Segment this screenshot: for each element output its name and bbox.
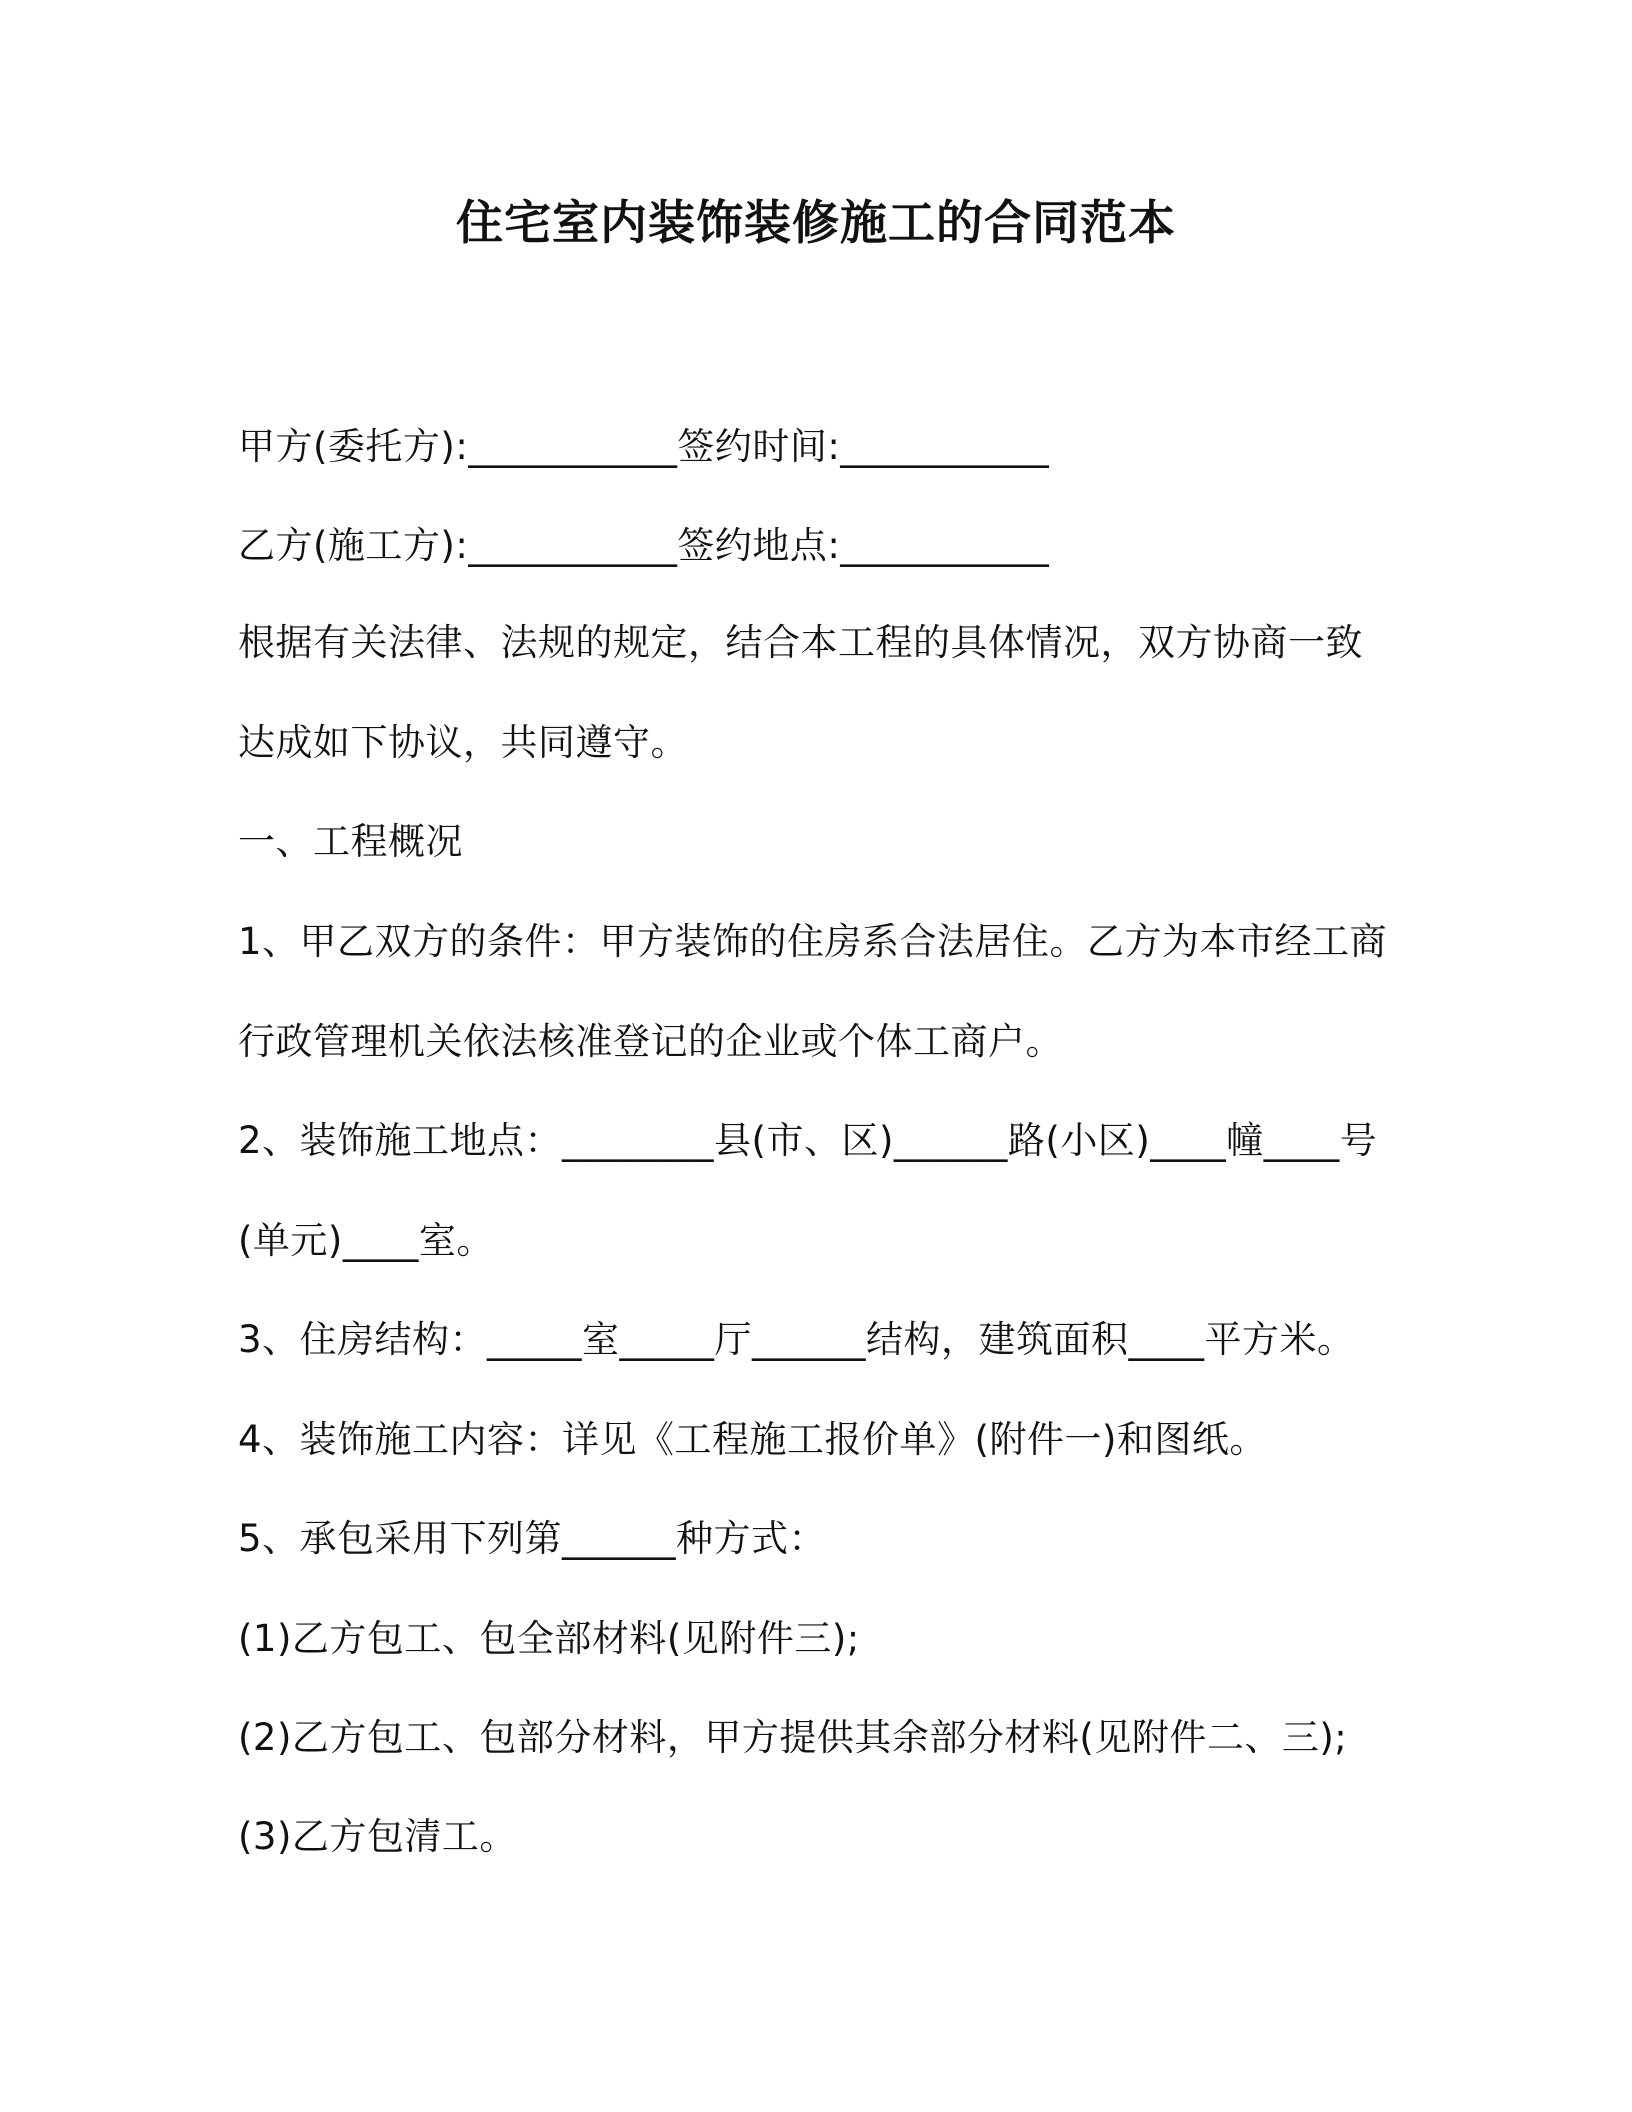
section-heading: 一、工程概况 — [238, 820, 463, 863]
clause-1-line-1: 1、甲乙双方的条件：甲方装饰的住房系合法居住。乙方为本市经工商 — [238, 920, 1388, 963]
option-3: (3)乙方包清工。 — [238, 1815, 517, 1858]
preamble-line-1: 根据有关法律、法规的规定，结合本工程的具体情况，双方协商一致 — [238, 621, 1363, 664]
clause-2-line-1: 2、装饰施工地点：________县(市、区)______路(小区)____幢____号 — [238, 1119, 1378, 1162]
option-1: (1)乙方包工、包全部材料(见附件三); — [238, 1617, 860, 1660]
clause-3: 3、住房结构：_____室_____厅______结构，建筑面积____平方米。 — [238, 1318, 1355, 1361]
option-2: (2)乙方包工、包部分材料，甲方提供其余部分材料(见附件二、三); — [238, 1716, 1348, 1759]
preamble-line-2: 达成如下协议，共同遵守。 — [238, 721, 688, 764]
clause-5: 5、承包采用下列第______种方式： — [238, 1517, 827, 1560]
clause-2-line-2: (单元)____室。 — [238, 1219, 494, 1262]
document-title: 住宅室内装饰装修施工的合同范本 — [456, 196, 1176, 251]
party-b-line: 乙方(施工方):___________签约地点:___________ — [238, 524, 1050, 567]
party-a-line: 甲方(委托方):___________签约时间:___________ — [238, 425, 1050, 468]
clause-4: 4、装饰施工内容：详见《工程施工报价单》(附件一)和图纸。 — [238, 1418, 1267, 1461]
clause-1-line-2: 行政管理机关依法核准登记的企业或个体工商户。 — [238, 1020, 1063, 1063]
